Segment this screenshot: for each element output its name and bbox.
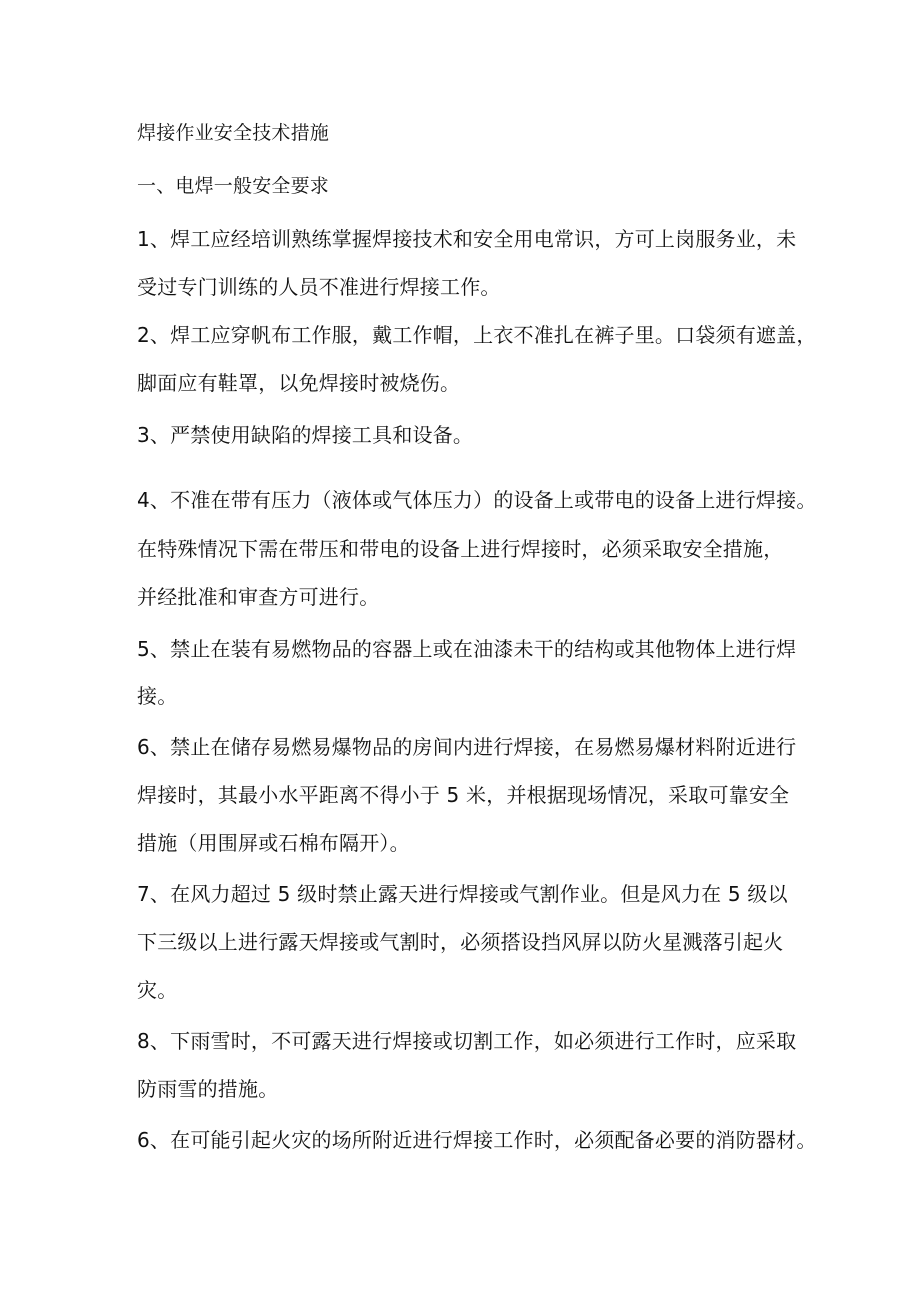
body-line: 下三级以上进行露天焊接或气割时，必须搭设挡风屏以防火星溅落引起火: [137, 930, 784, 954]
body-line: 8、下雨雪时，不可露天进行焊接或切割工作，如必须进行工作时，应采取: [137, 1029, 797, 1053]
document-title: 焊接作业安全技术措施: [137, 122, 330, 144]
body-line: 2、焊工应穿帆布工作服，戴工作帽，上衣不准扎在裤子里。口袋须有遮盖，: [137, 323, 817, 347]
body-line: 防雨雪的措施。: [137, 1077, 279, 1101]
body-line: 1、焊工应经培训熟练掌握焊接技术和安全用电常识，方可上岗服务业，未: [137, 227, 797, 251]
body-line: 6、禁止在储存易燃易爆物品的房间内进行焊接，在易燃易爆材料附近进行: [137, 735, 797, 759]
body-line: 灾。: [137, 978, 178, 1002]
body-line: 措施（用围屏或石棉布隔开）。: [137, 831, 410, 855]
body-line: 受过专门训练的人员不准进行焊接工作。: [137, 275, 501, 299]
body-line: 5、禁止在装有易燃物品的容器上或在油漆未干的结构或其他物体上进行焊: [137, 637, 797, 661]
section-heading: 一、电焊一般安全要求: [137, 175, 330, 197]
body-line: 4、不准在带有压力（液体或气体压力）的设备上或带电的设备上进行焊接。: [137, 488, 817, 512]
body-line: 并经批准和审查方可进行。: [137, 585, 380, 609]
body-line: 脚面应有鞋罩，以免焊接时被烧伤。: [137, 371, 461, 395]
body-line: 3、严禁使用缺陷的焊接工具和设备。: [137, 423, 474, 447]
body-line: 接。: [137, 684, 178, 708]
body-line: 6、在可能引起火灾的场所附近进行焊接工作时，必须配备必要的消防器材。: [137, 1128, 817, 1152]
body-line: 焊接时，其最小水平距离不得小于 5 米，并根据现场情况，采取可靠安全: [137, 783, 790, 807]
body-line: 在特殊情况下需在带压和带电的设备上进行焊接时，必须采取安全措施，: [137, 537, 784, 561]
body-line: 7、在风力超过 5 级时禁止露天进行焊接或气割作业。但是风力在 5 级以: [137, 882, 788, 906]
